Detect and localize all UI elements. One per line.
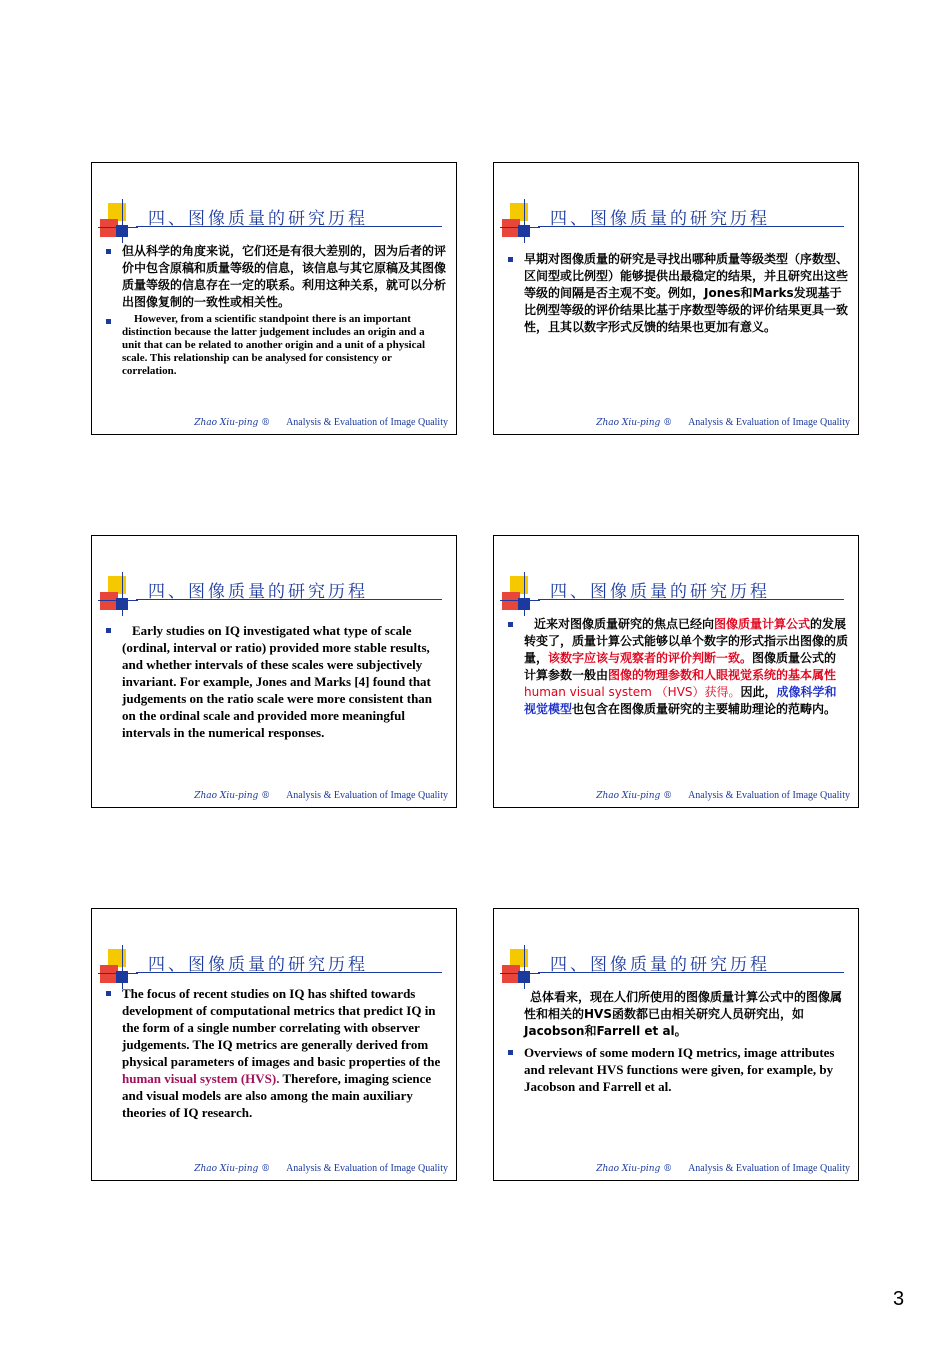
- slide-title: 四、图像质量的研究历程: [550, 582, 770, 602]
- text-run: Therefore, imaging science and visual models are also among the main auxiliary theories of IQ research.: [122, 1071, 432, 1120]
- slide-footer: [194, 790, 448, 801]
- footer-author: Zhao Xiu-ping ®: [194, 418, 271, 428]
- bullet-text-en: [106, 985, 446, 1121]
- slide-title: 四、图像质量的研究历程: [550, 955, 770, 975]
- bullet-text-en: However, from a scientific standpoint there is an important distinction because the latter judgement includes an origin and a unit that can be related to another origin and a unit of a physical scale. This relationship can be analysed for consistency or correlation.: [106, 313, 446, 378]
- text-run: 的发展转变了，质量计算公式能够以单个数字的形式指示出图像的质量，: [524, 617, 849, 665]
- slide-footer: [194, 417, 448, 428]
- text-run: 近来对图像质量研究的焦点已经向: [534, 617, 715, 631]
- highlight-blue-text: 成像科学和视觉模型: [524, 685, 837, 716]
- slide-body: [106, 985, 446, 1123]
- bullet-text-en: Overviews of some modern IQ metrics, image attributes and relevant HVS functions were given, for example, by Jacobson and Farrell et al.: [508, 1044, 848, 1095]
- footer-course: Analysis & Evaluation of Image Quality: [286, 417, 448, 428]
- footer-author: Zhao Xiu-ping ®: [194, 1164, 271, 1174]
- slide-title: 四、图像质量的研究历程: [148, 955, 368, 975]
- slide-decoration-icon: [98, 203, 148, 245]
- slide-decoration-icon: [500, 576, 550, 618]
- page-number: 3: [893, 1288, 905, 1310]
- text-run: 也包含在图像质量研究的主要辅助理论的范畴内。: [572, 702, 837, 716]
- highlight-maroon-text: human visual system (HVS).: [122, 1071, 280, 1086]
- footer-course: Analysis & Evaluation of Image Quality: [688, 1163, 850, 1174]
- slide-body: [508, 251, 848, 338]
- slide-footer: [194, 1163, 448, 1174]
- slide-title: 四、图像质量的研究历程: [148, 582, 368, 602]
- paragraph-text-zh: 总体看来，现在人们所使用的图像质量计算公式中的图像属性和相关的HVS函数都已由相关研究人员研究出，如Jacobson和Farrell et al。: [524, 990, 843, 1038]
- highlight-red-text-light: human visual system （HVS）获得。: [524, 685, 741, 699]
- slide-3: [91, 535, 457, 808]
- bullet-text-zh: 早期对图像质量的研究是寻找出哪种质量等级类型（序数型、区间型或比例型）能够提供出最稳定的结果，并且研究出这些等级的间隔是否主观不变。例如，Jones和Marks发现基于比例型等级的评价结果比基于序数型等级的评价结果更具一致性，且其以数字形式反馈的结果也更加有意义。: [508, 251, 848, 336]
- slide-footer: [596, 417, 850, 428]
- footer-author: Zhao Xiu-ping ®: [596, 1164, 673, 1174]
- slide-decoration-icon: [500, 949, 550, 991]
- slide-decoration-icon: [98, 576, 148, 618]
- slide-body: [508, 989, 848, 1097]
- footer-author: Zhao Xiu-ping ®: [596, 791, 673, 801]
- bullet-text-zh: 但从科学的角度来说，它们还是有很大差别的，因为后者的评价中包含原稿和质量等级的信息，该信息与其它原稿及其图像质量等级的信息存在一定的联系。利用这种关系，就可以分析出图像复制的一致性或相关性。: [106, 243, 446, 311]
- slide-title: 四、图像质量的研究历程: [148, 209, 368, 229]
- slide-decoration-icon: [500, 203, 550, 245]
- highlight-red-text: 图像的物理参数和人眼视觉系统的基本属性: [608, 668, 837, 682]
- slide-2: [493, 162, 859, 435]
- slide-1: [91, 162, 457, 435]
- slide-footer: [596, 790, 850, 801]
- slide-body: [106, 243, 446, 380]
- highlight-red-text: 该数字应该与观察者的评价判断一致。: [548, 651, 753, 665]
- slide-5: [91, 908, 457, 1181]
- footer-author: Zhao Xiu-ping ®: [596, 418, 673, 428]
- footer-course: Analysis & Evaluation of Image Quality: [286, 790, 448, 801]
- footer-course: Analysis & Evaluation of Image Quality: [688, 417, 850, 428]
- slide-body: [106, 622, 446, 743]
- text-run: 图像质量公式的计算参数一般由: [524, 651, 837, 682]
- footer-course: Analysis & Evaluation of Image Quality: [286, 1163, 448, 1174]
- bullet-text-en: Early studies on IQ investigated what type of scale (ordinal, interval or ratio) provided more stable results, and whether intervals of these scales were subjectively invariant. For example, Jones and Marks [4] found that judgements on the ratio scale were more consistent than on the ordinal scale and provided more meaningful intervals in the numerical responses.: [106, 622, 446, 741]
- slide-6: [493, 908, 859, 1181]
- slide-4: [493, 535, 859, 808]
- bullet-text-zh: [508, 616, 848, 718]
- slide-body: [508, 616, 848, 720]
- slide-footer: [596, 1163, 850, 1174]
- text-run: 因此，: [740, 685, 777, 699]
- slide-title: 四、图像质量的研究历程: [550, 209, 770, 229]
- text-run: The focus of recent studies on IQ has shifted towards development of computational metrics that predict IQ in the form of a single number correlating with observer judgements. The IQ metrics are generally derived from physical parameters of images and basic properties of the: [122, 986, 441, 1069]
- footer-course: Analysis & Evaluation of Image Quality: [688, 790, 850, 801]
- footer-author: Zhao Xiu-ping ®: [194, 791, 271, 801]
- highlight-red-text: 图像质量计算公式: [714, 617, 811, 631]
